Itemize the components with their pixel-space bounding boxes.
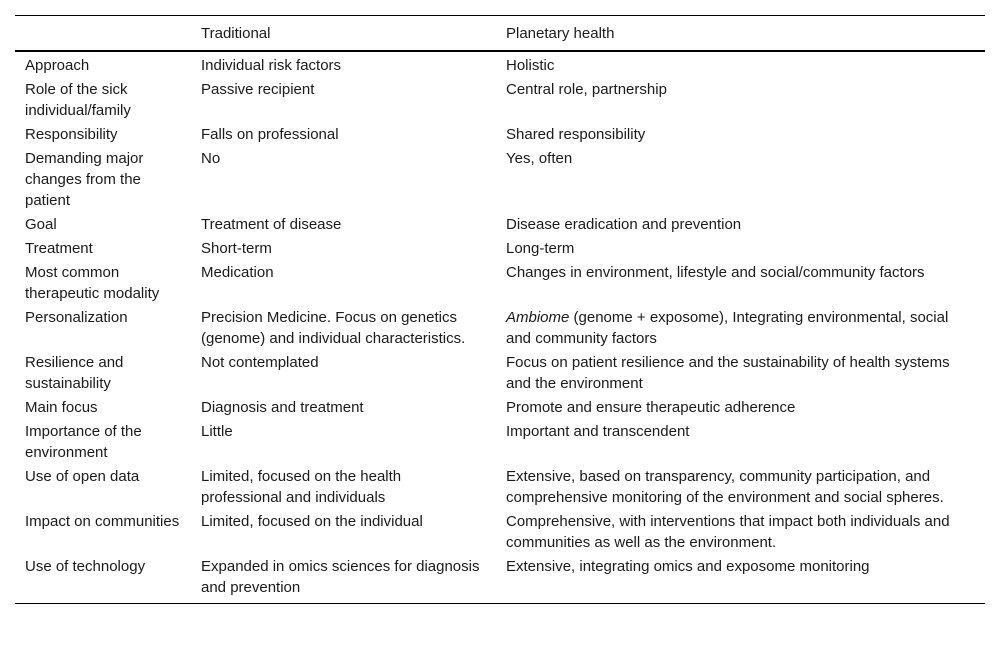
traditional-cell: Short-term: [201, 240, 272, 257]
traditional-cell: Individual risk factors: [201, 57, 342, 74]
row-label: Treatment: [25, 240, 93, 257]
row-label: Approach: [25, 57, 90, 74]
planetary-text: Focus on patient resilience and the sustainability of health systems and the environment: [506, 354, 950, 392]
planetary-cell: [496, 237, 985, 261]
header-traditional: Traditional: [201, 25, 271, 42]
planetary-text: Extensive, based on transparency, community participation, and comprehensive monitoring of the environment and social spheres.: [506, 468, 944, 506]
row-label: Use of open data: [25, 468, 140, 485]
table-row: [15, 351, 985, 396]
row-label: Importance of the environment: [25, 423, 142, 461]
row-label: Use of technology: [25, 558, 146, 575]
table-row: [15, 51, 985, 78]
planetary-text: Extensive, integrating omics and exposome monitoring: [506, 558, 870, 575]
row-label: Most common therapeutic modality: [25, 264, 160, 302]
row-label: Goal: [25, 216, 57, 233]
planetary-cell: [496, 396, 985, 420]
planetary-text: Long-term: [506, 240, 575, 257]
planetary-text: Important and transcendent: [506, 423, 690, 440]
planetary-cell: [496, 123, 985, 147]
planetary-cell: [496, 78, 985, 123]
planetary-cell: [496, 420, 985, 465]
row-label: Personalization: [25, 309, 128, 326]
traditional-cell: Passive recipient: [201, 81, 315, 98]
row-label: Resilience and sustainability: [25, 354, 124, 392]
table-header: [15, 16, 985, 52]
row-label: Main focus: [25, 399, 98, 416]
table-row: [15, 147, 985, 213]
planetary-text: Comprehensive, with interventions that impact both individuals and communities as well as the environment.: [506, 513, 950, 551]
traditional-cell: Medication: [201, 264, 274, 281]
table-row: [15, 123, 985, 147]
row-label: Responsibility: [25, 126, 118, 143]
comparison-table: [15, 15, 985, 604]
header-row: [15, 16, 985, 52]
planetary-cell: [496, 51, 985, 78]
planetary-text: (genome + exposome), Integrating environmental, social and community factors: [506, 309, 949, 347]
traditional-cell: Falls on professional: [201, 126, 339, 143]
traditional-cell: Limited, focused on the health professional and individuals: [201, 468, 402, 506]
planetary-text: Disease eradication and prevention: [506, 216, 742, 233]
planetary-text: Yes, often: [506, 150, 573, 167]
traditional-cell: Diagnosis and treatment: [201, 399, 364, 416]
table-row: [15, 78, 985, 123]
table-row: [15, 237, 985, 261]
planetary-cell: [496, 555, 985, 604]
header-empty: [15, 16, 191, 52]
ambiome-term: Ambiome: [506, 309, 570, 326]
planetary-text: Changes in environment, lifestyle and social/community factors: [506, 264, 925, 281]
traditional-cell: Treatment of disease: [201, 216, 342, 233]
planetary-cell: [496, 465, 985, 510]
table-row: [15, 261, 985, 306]
planetary-text: Promote and ensure therapeutic adherence: [506, 399, 796, 416]
table-row: [15, 465, 985, 510]
comparison-table-container: [15, 15, 985, 604]
traditional-cell: Not contemplated: [201, 354, 319, 371]
planetary-text: Shared responsibility: [506, 126, 646, 143]
table-body: [15, 51, 985, 604]
traditional-cell: Precision Medicine. Focus on genetics (genome) and individual characteristics.: [201, 309, 466, 347]
table-row: [15, 420, 985, 465]
planetary-cell: [496, 213, 985, 237]
traditional-cell: Limited, focused on the individual: [201, 513, 423, 530]
planetary-cell: [496, 147, 985, 213]
planetary-cell: [496, 261, 985, 306]
planetary-cell: [496, 510, 985, 555]
table-row: [15, 213, 985, 237]
planetary-text: Holistic: [506, 57, 555, 74]
row-label: Demanding major changes from the patient: [25, 150, 144, 209]
row-label: Impact on communities: [25, 513, 180, 530]
traditional-cell: Expanded in omics sciences for diagnosis and prevention: [201, 558, 480, 596]
planetary-cell: [496, 306, 985, 351]
header-planetary-health: Planetary health: [506, 25, 615, 42]
table-row: [15, 555, 985, 604]
planetary-cell: [496, 351, 985, 396]
table-row: [15, 306, 985, 351]
planetary-text: Central role, partnership: [506, 81, 667, 98]
table-row: [15, 510, 985, 555]
table-row: [15, 396, 985, 420]
traditional-cell: Little: [201, 423, 233, 440]
row-label: Role of the sick individual/family: [25, 81, 131, 119]
traditional-cell: No: [201, 150, 221, 167]
